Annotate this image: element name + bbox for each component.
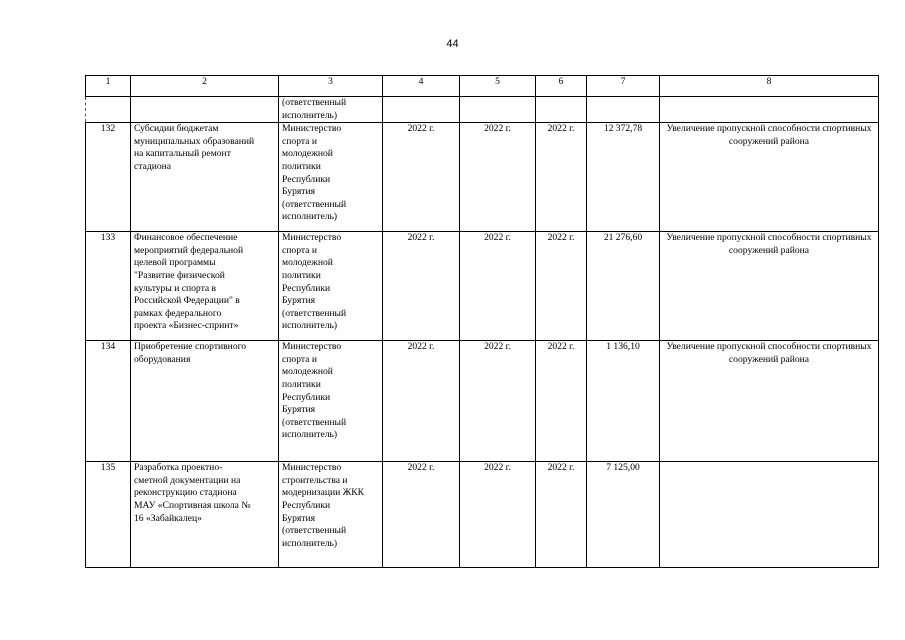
cell-result: Увеличение пропускной способности спортивных сооружений района [660, 341, 879, 462]
cell-result: Увеличение пропускной способности спортивных сооружений района [660, 232, 879, 341]
cell-executor: Министерство спорта и молодежной политики Республики Бурятия (ответственный исполнитель) [279, 123, 383, 232]
cell-executor: Министерство строительства и модернизации ЖКК Республики Бурятия (ответственный исполнитель) [279, 462, 383, 568]
cell-sum [587, 97, 660, 123]
cell-name: Финансовое обеспечение мероприятий федеральной целевой программы "Развитие физической культуры и спорта в Российской Федерации" в рамках федерального проекта «Бизнес-спринт» [131, 232, 279, 341]
header-cell: 6 [536, 76, 587, 97]
cell-num: 135 [86, 462, 131, 568]
header-cell: 4 [383, 76, 460, 97]
cell-num: 134 [86, 341, 131, 462]
cell-result: Увеличение пропускной способности спортивных сооружений района [660, 123, 879, 232]
cell-name: Субсидии бюджетам муниципальных образований на капитальный ремонт стадиона [131, 123, 279, 232]
cell-year-start [383, 97, 460, 123]
header-cell: 8 [660, 76, 879, 97]
header-cell: 7 [587, 76, 660, 97]
cell-year-fin: 2022 г. [536, 232, 587, 341]
cell-num: 133 [86, 232, 131, 341]
cell-executor: Министерство спорта и молодежной политики Республики Бурятия (ответственный исполнитель) [279, 232, 383, 341]
cell-year-start: 2022 г. [383, 232, 460, 341]
table-row [86, 232, 879, 341]
cell-num [86, 97, 131, 123]
cell-sum: 12 372,78 [587, 123, 660, 232]
cell-result [660, 97, 879, 123]
continuation-row [86, 97, 879, 123]
cell-year-fin: 2022 г. [536, 123, 587, 232]
cell-year-start: 2022 г. [383, 462, 460, 568]
cell-result [660, 462, 879, 568]
table-row [86, 123, 879, 232]
cell-sum: 21 276,60 [587, 232, 660, 341]
header-cell: 1 [86, 76, 131, 97]
cell-year-end: 2022 г. [460, 123, 536, 232]
cell-name: Разработка проектно- сметной документации на реконструкцию стадиона МАУ «Спортивная школа № 16 «Забайкалец» [131, 462, 279, 568]
header-cell: 2 [131, 76, 279, 97]
cell-executor: Министерство спорта и молодежной политики Республики Бурятия (ответственный исполнитель) [279, 341, 383, 462]
header-cell: 3 [279, 76, 383, 97]
cell-year-fin: 2022 г. [536, 341, 587, 462]
cell-year-end: 2022 г. [460, 462, 536, 568]
cell-year-fin: 2022 г. [536, 462, 587, 568]
cell-year-end [460, 97, 536, 123]
cell-year-start: 2022 г. [383, 123, 460, 232]
measures-table [85, 75, 879, 568]
cell-sum: 1 136,10 [587, 341, 660, 462]
cell-year-fin [536, 97, 587, 123]
cell-year-end: 2022 г. [460, 341, 536, 462]
cell-sum: 7 125,00 [587, 462, 660, 568]
table-row [86, 341, 879, 462]
cell-name: Приобретение спортивного оборудования [131, 341, 279, 462]
cell-num: 132 [86, 123, 131, 232]
header-row [86, 76, 879, 97]
page-number: 44 [446, 38, 459, 50]
header-cell: 5 [460, 76, 536, 97]
cell-year-start: 2022 г. [383, 341, 460, 462]
cell-year-end: 2022 г. [460, 232, 536, 341]
cell-name [131, 97, 279, 123]
table-row [86, 462, 879, 568]
cell-executor: (ответственный исполнитель) [279, 97, 383, 123]
